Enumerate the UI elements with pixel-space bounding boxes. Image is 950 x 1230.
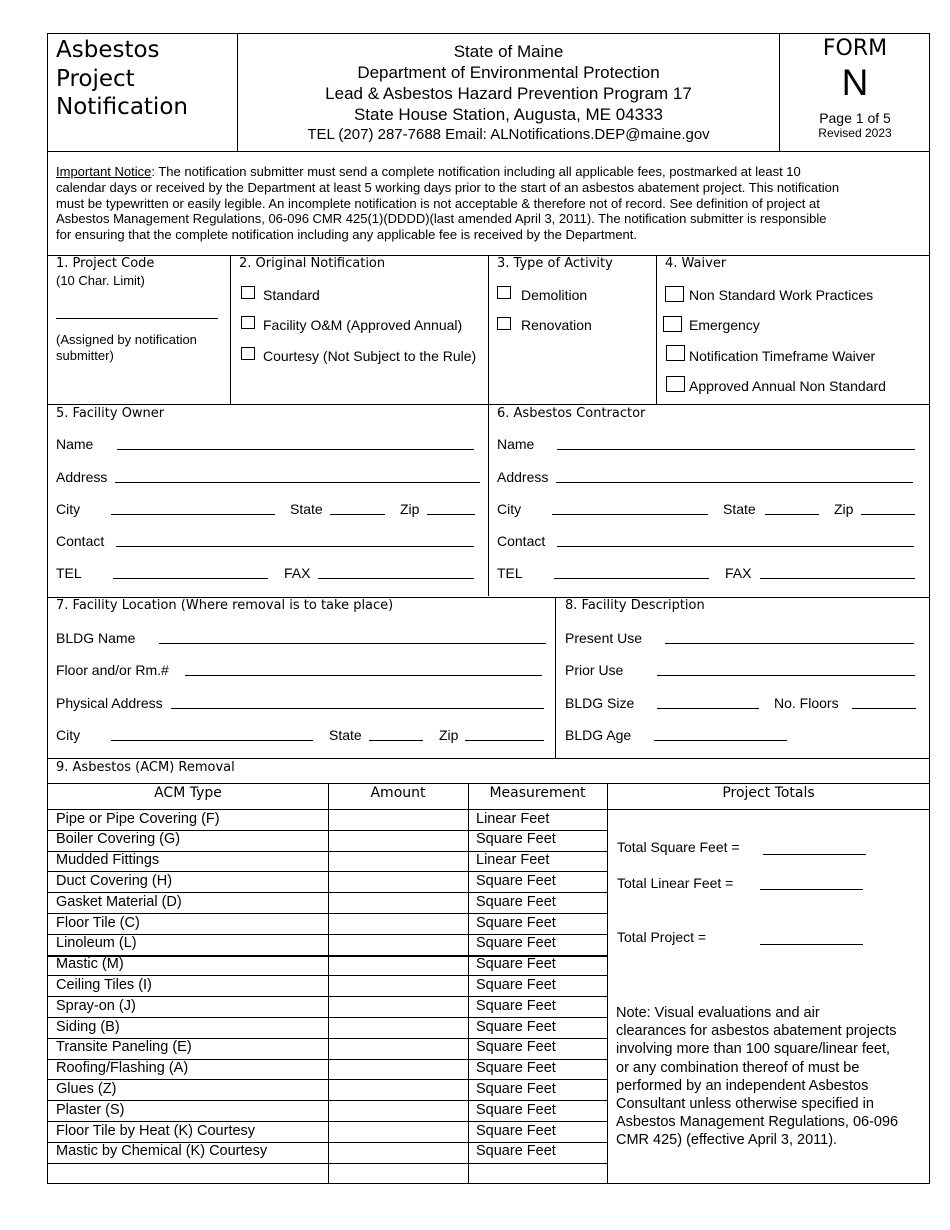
emergency-label: Emergency — [689, 317, 760, 333]
location-state-label: State — [329, 727, 362, 743]
bldg-size-label: BLDG Size — [565, 695, 635, 711]
present-use-field[interactable] — [665, 643, 914, 644]
rule — [656, 256, 657, 404]
note-line: clearances for asbestos abatement projects — [616, 1023, 897, 1040]
acm-type-cell: Floor Tile (C) — [56, 914, 140, 931]
assigned-line: submitter) — [56, 347, 114, 363]
note-line: Note: Visual evaluations and air — [616, 1005, 820, 1021]
notice-line: Asbestos Management Regulations, 06-096 CMR 425(1)(DDDD)(last amended April 3, 2011). The notification submitter is responsible — [56, 211, 827, 227]
amount-input[interactable] — [329, 955, 467, 975]
contractor-fax-field[interactable] — [760, 578, 915, 579]
acm-type-cell: Spray-on (J) — [56, 997, 136, 1014]
amount-input[interactable] — [329, 1038, 467, 1058]
char-limit-note: (10 Char. Limit) — [56, 273, 145, 288]
rule — [48, 758, 930, 759]
measurement-cell: Square Feet — [476, 935, 556, 952]
notice-line: must be typewritten or easily legible. An incomplete notification is not acceptable & therefore not of record. See definition of project at — [56, 195, 820, 211]
timeframe-waiver-checkbox[interactable] — [666, 345, 685, 361]
amount-input[interactable] — [329, 975, 467, 995]
contractor-fax-label: FAX — [725, 565, 752, 581]
total-linear-feet-label: Total Linear Feet = — [617, 875, 734, 891]
title-line: Project — [56, 65, 135, 92]
acm-type-cell: Gasket Material (D) — [56, 893, 182, 910]
demolition-label: Demolition — [521, 287, 588, 303]
amount-input[interactable] — [329, 1142, 467, 1162]
section-3-title: 3. Type of Activity — [497, 256, 613, 271]
title-line: Notification — [56, 94, 188, 120]
section-6-title: 6. Asbestos Contractor — [497, 406, 646, 421]
bldg-age-field[interactable] — [654, 740, 787, 741]
owner-fax-field[interactable] — [318, 578, 474, 579]
measurement-cell: Square Feet — [476, 872, 556, 889]
contractor-address-field[interactable] — [556, 482, 913, 483]
acm-type-cell: Linoleum (L) — [56, 935, 137, 952]
measurement-cell: Square Feet — [476, 893, 556, 910]
rule — [48, 151, 930, 152]
location-state-field[interactable] — [369, 740, 423, 741]
facility-om-checkbox[interactable] — [241, 316, 255, 329]
section-1-title: 1. Project Code — [56, 256, 155, 271]
no-floors-field[interactable] — [852, 708, 916, 709]
physical-address-label: Physical Address — [56, 695, 163, 711]
courtesy-checkbox[interactable] — [241, 347, 255, 360]
acm-type-cell: Floor Tile by Heat (K) Courtesy — [56, 1122, 256, 1139]
contractor-state-label: State — [723, 501, 756, 517]
rule — [468, 784, 469, 1184]
standard-checkbox[interactable] — [241, 286, 255, 299]
contractor-city-label: City — [497, 501, 522, 517]
standard-label: Standard — [263, 287, 320, 303]
rule — [488, 256, 489, 596]
acm-type-cell: Boiler Covering (G) — [56, 831, 181, 848]
note-line: CMR 425) (effective April 3, 2011). — [616, 1132, 838, 1149]
measurement-cell: Square Feet — [476, 1018, 556, 1035]
contractor-contact-field[interactable] — [557, 546, 914, 547]
col-acm-type: ACM Type — [154, 785, 222, 801]
amount-input[interactable] — [329, 1017, 467, 1037]
floor-room-label: Floor and/or Rm.# — [56, 662, 169, 678]
note-line: or any combination thereof of must be — [616, 1059, 860, 1076]
form-id-block — [780, 36, 930, 140]
measurement-cell: Square Feet — [476, 956, 556, 973]
timeframe-waiver-label: Notification Timeframe Waiver — [689, 348, 876, 364]
amount-input[interactable] — [329, 851, 467, 871]
owner-name-field[interactable] — [117, 449, 474, 450]
important-notice — [56, 164, 839, 243]
section-2-title: 2. Original Notification — [239, 256, 386, 271]
owner-zip-label: Zip — [400, 501, 420, 517]
amount-input[interactable] — [329, 996, 467, 1016]
measurement-cell: Square Feet — [476, 976, 556, 993]
owner-address-label: Address — [56, 469, 108, 485]
location-zip-label: Zip — [439, 727, 459, 743]
annual-non-standard-label: Approved Annual Non Standard — [689, 378, 886, 394]
location-city-field[interactable] — [111, 740, 313, 741]
form-letter: N — [841, 62, 869, 103]
rule — [607, 784, 608, 1184]
measurement-cell: Square Feet — [476, 831, 556, 848]
non-standard-label: Non Standard Work Practices — [689, 287, 874, 303]
amount-input[interactable] — [329, 1059, 467, 1079]
total-project-label: Total Project = — [617, 929, 707, 945]
agency-contact: TEL (207) 287-7688 Email: ALNotifications.DEP@maine.gov — [307, 126, 710, 143]
note-line: performed by an independent Asbestos — [616, 1077, 869, 1094]
rule — [48, 255, 930, 256]
note-line: Consultant unless otherwise specified in — [616, 1096, 874, 1113]
contractor-zip-label: Zip — [834, 501, 854, 517]
renovation-label: Renovation — [521, 317, 592, 333]
amount-input[interactable] — [329, 913, 467, 933]
project-code-field[interactable] — [56, 318, 218, 319]
assigned-line: (Assigned by notification — [56, 332, 197, 347]
bldg-name-field[interactable] — [159, 643, 546, 644]
section-8-title: 8. Facility Description — [565, 598, 705, 613]
present-use-label: Present Use — [565, 630, 643, 646]
owner-name-label: Name — [56, 436, 94, 452]
contractor-zip-field[interactable] — [861, 514, 915, 515]
total-project-field[interactable] — [760, 944, 863, 945]
acm-type-cell: Duct Covering (H) — [56, 872, 173, 889]
section-5-title: 5. Facility Owner — [56, 406, 165, 421]
col-amount: Amount — [370, 785, 426, 801]
no-floors-label: No. Floors — [774, 695, 839, 711]
location-zip-field[interactable] — [465, 740, 544, 741]
amount-input[interactable] — [329, 830, 467, 850]
acm-type-cell: Mastic by Chemical (K) Courtesy — [56, 1143, 268, 1160]
contractor-name-label: Name — [497, 436, 535, 452]
non-standard-checkbox[interactable] — [665, 286, 684, 302]
notice-line: : The notification submitter must send a complete notification including all applicable fees, postmarked at least 10 — [151, 164, 801, 179]
owner-state-field[interactable] — [330, 514, 385, 515]
rule — [48, 404, 930, 405]
title-line: Asbestos — [56, 37, 160, 63]
acm-type-cell: Mudded Fittings — [56, 852, 160, 869]
measurement-cell: Square Feet — [476, 997, 556, 1014]
total-square-feet-label: Total Square Feet = — [617, 839, 740, 855]
measurement-cell: Square Feet — [476, 1122, 556, 1139]
bldg-name-label: BLDG Name — [56, 630, 136, 646]
floor-room-field[interactable] — [185, 675, 542, 676]
owner-tel-field[interactable] — [113, 578, 268, 579]
rule — [555, 598, 556, 758]
assigned-note — [56, 332, 197, 363]
measurement-cell: Square Feet — [476, 1039, 556, 1056]
page-number: Page 1 of 5 — [819, 110, 891, 126]
notice-label: Important Notice — [56, 164, 152, 179]
rule — [230, 256, 231, 404]
contractor-tel-label: TEL — [497, 565, 523, 581]
section-9-title: 9. Asbestos (ACM) Removal — [56, 760, 235, 775]
acm-type-cell: Mastic (M) — [56, 956, 124, 973]
section-4-title: 4. Waiver — [665, 256, 727, 271]
measurement-cell: Square Feet — [476, 1060, 556, 1077]
prior-use-field[interactable] — [657, 675, 915, 676]
revised-date: Revised 2023 — [818, 126, 892, 140]
physical-address-field[interactable] — [171, 708, 544, 709]
acm-type-cell: Transite Paneling (E) — [56, 1039, 192, 1056]
acm-type-cell: Pipe or Pipe Covering (F) — [56, 810, 220, 827]
prior-use-label: Prior Use — [565, 662, 624, 678]
col-project-totals: Project Totals — [722, 785, 815, 801]
col-measurement: Measurement — [489, 785, 586, 801]
acm-type-cell: Roofing/Flashing (A) — [56, 1060, 189, 1077]
courtesy-label: Courtesy (Not Subject to the Rule) — [263, 348, 477, 364]
total-square-feet-field[interactable] — [763, 854, 866, 855]
form-title — [56, 36, 188, 122]
amount-input[interactable] — [329, 1121, 467, 1141]
owner-city-label: City — [56, 501, 81, 517]
emergency-checkbox[interactable] — [663, 316, 682, 332]
agency-block — [238, 41, 779, 145]
contractor-tel-field[interactable] — [554, 578, 709, 579]
measurement-cell: Square Feet — [476, 914, 556, 931]
acm-type-cell: Ceiling Tiles (I) — [56, 976, 152, 993]
agency-line: State House Station, Augusta, ME 04333 — [353, 105, 664, 124]
measurement-cell: Square Feet — [476, 1143, 556, 1160]
facility-om-label: Facility O&M (Approved Annual) — [263, 317, 463, 333]
notice-line: for ensuring that the complete notification including any applicable fee is received by the Department. — [56, 227, 638, 243]
section-7-title: 7. Facility Location (Where removal is to take place) — [56, 598, 394, 613]
note-line: Asbestos Management Regulations, 06-096 — [616, 1114, 899, 1131]
owner-state-label: State — [290, 501, 323, 517]
agency-line: Lead & Asbestos Hazard Prevention Program 17 — [325, 84, 692, 103]
contractor-city-field[interactable] — [552, 514, 708, 515]
contractor-name-field[interactable] — [557, 449, 915, 450]
agency-line: Department of Environmental Protection — [357, 63, 660, 82]
total-linear-feet-field[interactable] — [760, 889, 863, 890]
form-label: FORM — [822, 36, 888, 61]
table-row-rule — [48, 1163, 608, 1164]
contractor-state-field[interactable] — [765, 514, 819, 515]
agency-line: State of Maine — [453, 42, 564, 61]
owner-contact-field[interactable] — [116, 546, 474, 547]
amount-input[interactable] — [329, 809, 467, 829]
notice-line: calendar days or received by the Department at least 5 working days prior to the start of an asbestos abatement project. This notification — [56, 179, 840, 195]
note-line: involving more than 100 square/linear feet, — [616, 1041, 891, 1058]
owner-zip-field[interactable] — [427, 514, 475, 515]
acm-type-cell: Siding (B) — [56, 1018, 120, 1035]
owner-city-field[interactable] — [111, 514, 275, 515]
acm-type-cell: Glues (Z) — [56, 1080, 117, 1097]
bldg-size-field[interactable] — [657, 708, 759, 709]
annual-non-standard-checkbox[interactable] — [666, 376, 685, 392]
amount-input[interactable] — [329, 1079, 467, 1099]
measurement-cell: Linear Feet — [476, 852, 550, 869]
demolition-checkbox[interactable] — [497, 286, 511, 299]
renovation-checkbox[interactable] — [497, 317, 511, 330]
measurement-cell: Square Feet — [476, 1080, 556, 1097]
measurement-cell: Square Feet — [476, 1101, 556, 1118]
owner-fax-label: FAX — [284, 565, 311, 581]
location-city-label: City — [56, 727, 81, 743]
acm-type-cell: Plaster (S) — [56, 1101, 125, 1118]
bldg-age-label: BLDG Age — [565, 727, 632, 743]
amount-input[interactable] — [329, 1100, 467, 1120]
consultant-note — [616, 1004, 898, 1150]
amount-input[interactable] — [329, 892, 467, 912]
amount-input[interactable] — [329, 934, 467, 954]
owner-tel-label: TEL — [56, 565, 82, 581]
amount-input[interactable] — [329, 871, 467, 891]
contractor-contact-label: Contact — [497, 533, 546, 549]
owner-address-field[interactable] — [115, 482, 480, 483]
measurement-cell: Linear Feet — [476, 810, 550, 827]
owner-contact-label: Contact — [56, 533, 105, 549]
contractor-address-label: Address — [497, 469, 549, 485]
